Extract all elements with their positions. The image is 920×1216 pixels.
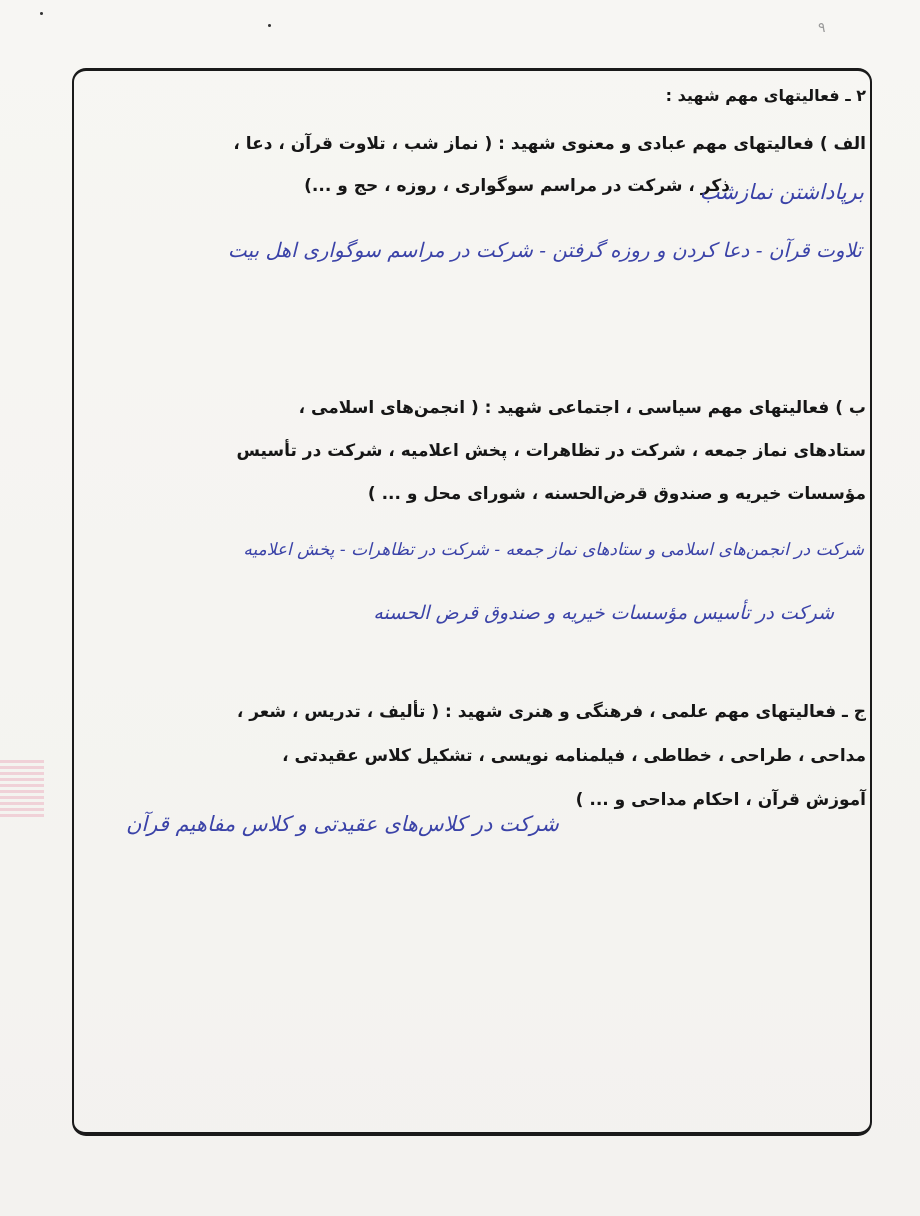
section-b-line-3: مؤسسات خیریه و صندوق قرض‌الحسنه ، شورای محل و ... ) <box>367 484 866 504</box>
margin-stain <box>0 760 44 820</box>
page-corner-mark: ٩ <box>818 20 826 36</box>
section-c-line-2: مداحی ، طراحی ، خطاطی ، فیلمنامه نویسی ، تشکیل کلاس عقیدتی ، <box>282 746 866 766</box>
section-b-line-1: ب ) فعالیتهای مهم سیاسی ، اجتماعی شهید : ( انجمن‌های اسلامی ، <box>298 398 866 418</box>
section-c-line-3: آموزش قرآن ، احکام مداحی و ... ) <box>575 790 866 810</box>
scan-speck <box>268 24 271 27</box>
section-b-answer-1: شرکت در انجمن‌های اسلامی و ستادهای نماز جمعه - شرکت در تظاهرات - پخش اعلامیه <box>243 540 864 560</box>
section-b-line-2: ستادهای نماز جمعه ، شرکت در تظاهرات ، پخش اعلامیه ، شرکت در تأسیس <box>236 441 866 461</box>
scan-speck <box>40 12 43 15</box>
section-c-line-1: ج ـ فعالیتهای مهم علمی ، فرهنگی و هنری شهید : ( تألیف ، تدریس ، شعر ، <box>236 702 866 722</box>
section-a-line-2: ذکر ، شرکت در مراسم سوگواری ، روزه ، حج و ...) <box>304 176 730 196</box>
section-b-answer-2: شرکت در تأسیس مؤسسات خیریه و صندوق قرض الحسنه <box>373 602 834 624</box>
section-a-answer-1: برپاداشتن نمازشب <box>699 180 864 204</box>
section-a-answer-2: تلاوت قرآن - دعا کردن و روزه گرفتن - شرکت در مراسم سوگواری اهل بیت <box>227 238 862 262</box>
worksheet-heading: ۲ ـ فعالیتهای مهم شهید : <box>665 86 866 105</box>
section-c-answer-1: شرکت در کلاس‌های عقیدتی و کلاس مفاهیم قرآن <box>126 812 559 836</box>
section-a-line-1: الف ) فعالیتهای مهم عبادی و معنوی شهید : ( نماز شب ، تلاوت قرآن ، دعا ، <box>233 134 866 154</box>
